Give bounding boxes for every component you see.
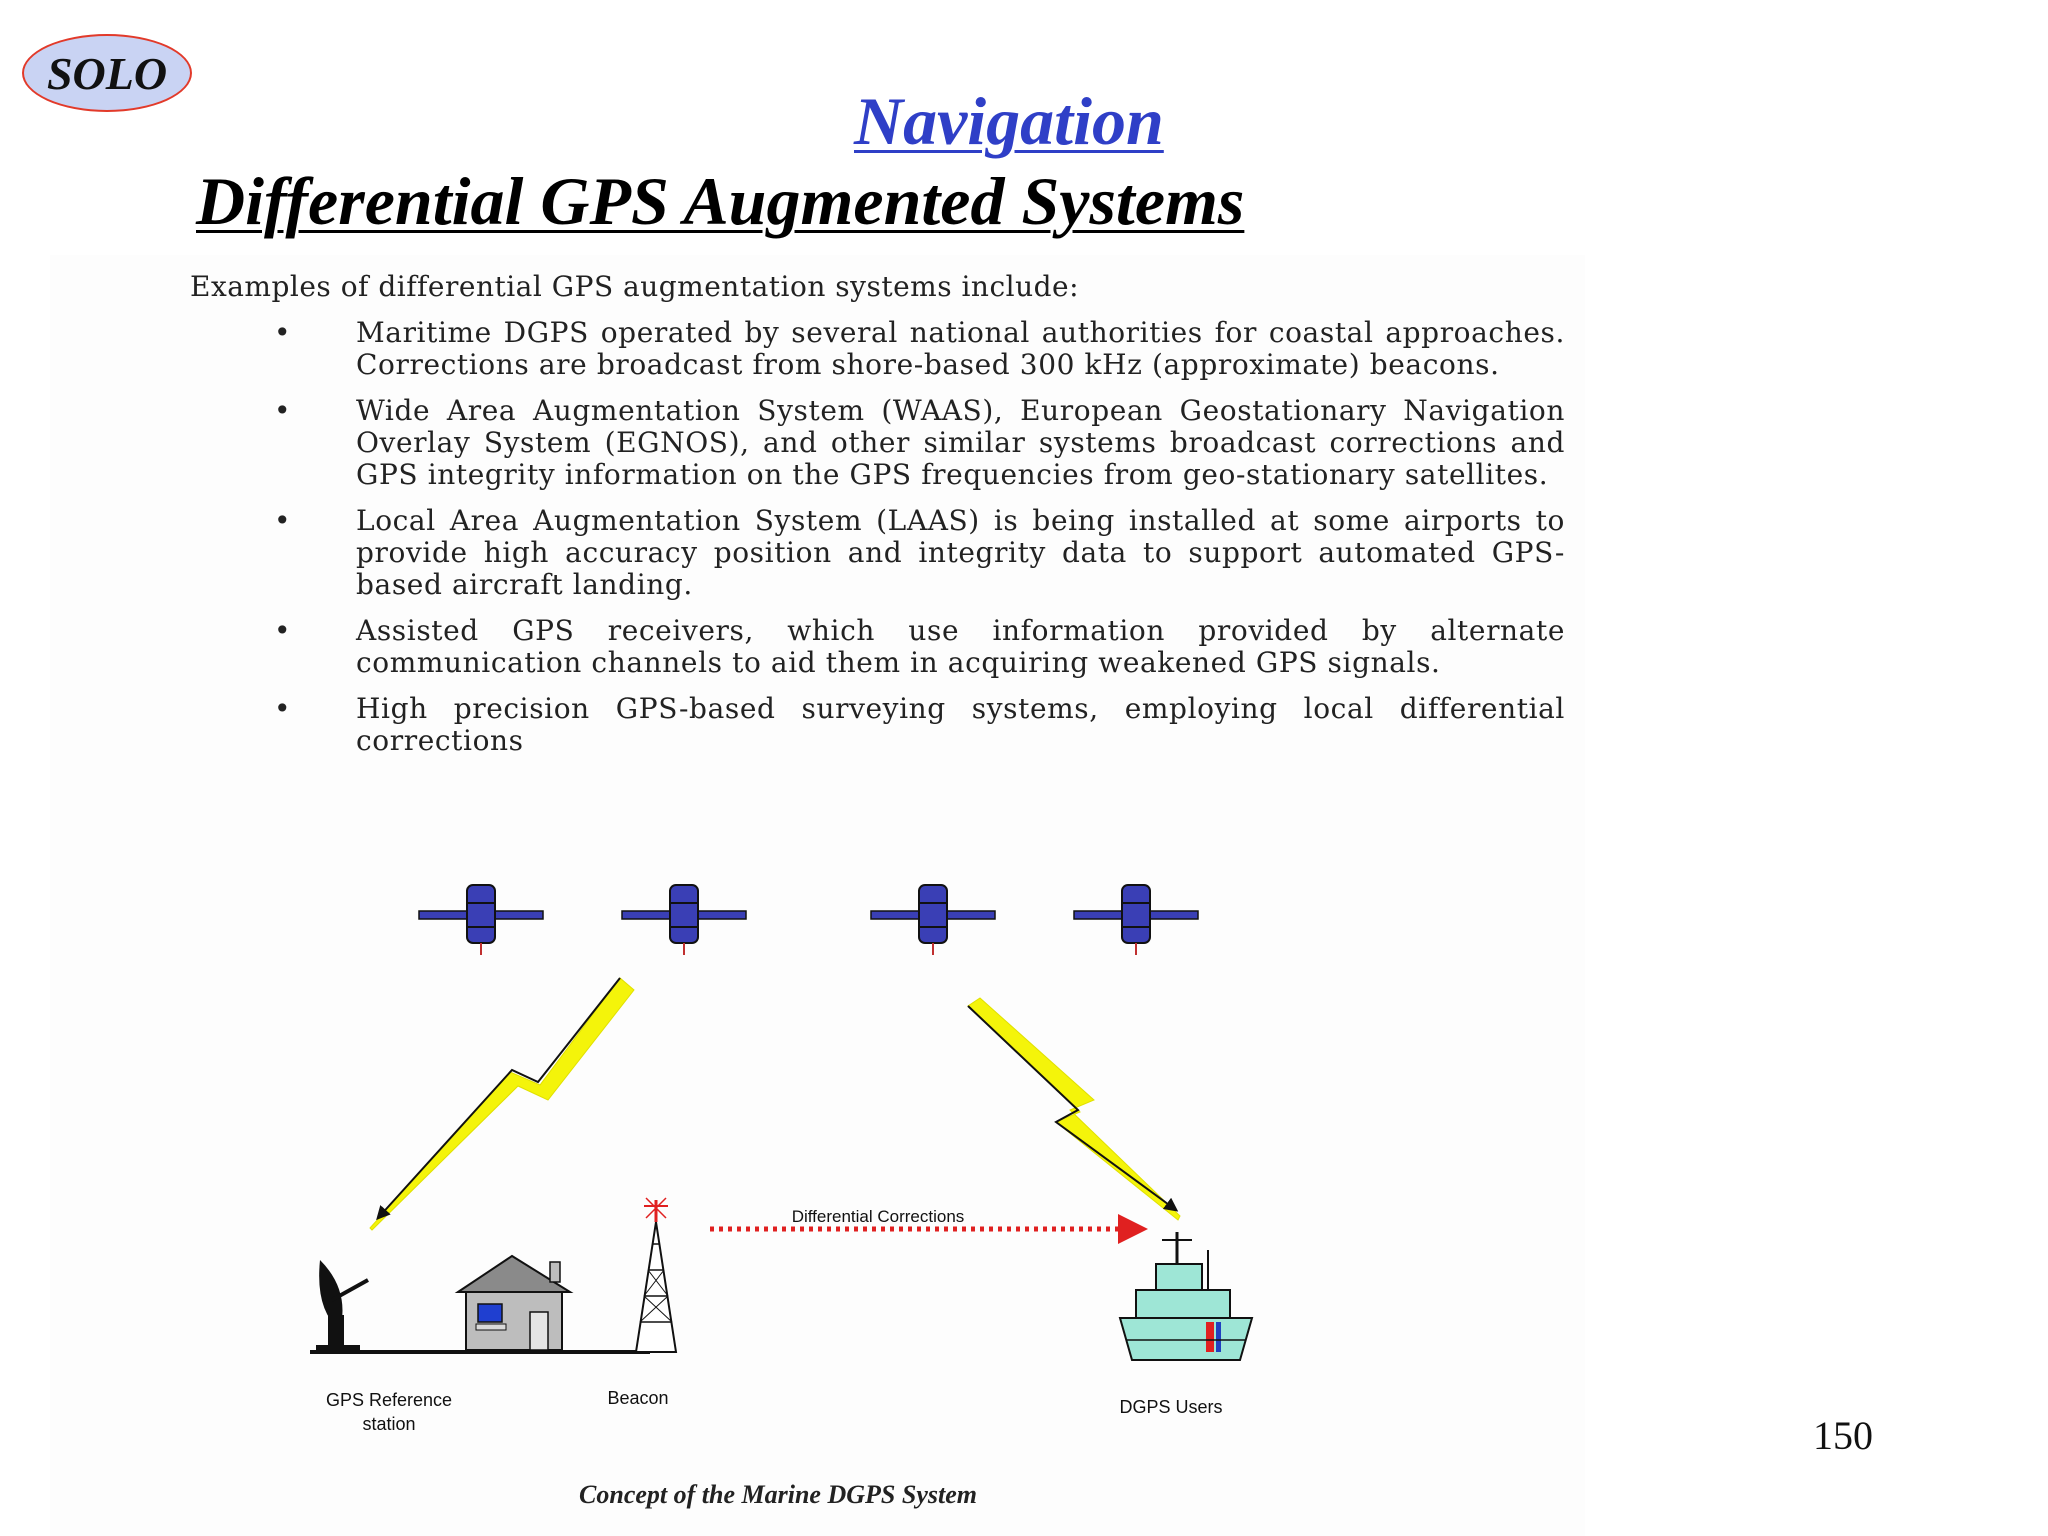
dgps-users-label: DGPS Users [1119, 1397, 1223, 1417]
bullet-dot-icon: • [274, 316, 292, 349]
signal-bolt-left-icon [370, 978, 634, 1230]
satellite-dish-icon [316, 1260, 368, 1353]
solo-logo-badge [22, 34, 192, 112]
section-title: Navigation [854, 83, 1164, 159]
bullet-dot-icon: • [274, 394, 292, 427]
reference-station-label: GPS Reference [325, 1390, 453, 1410]
excerpt-intro: Examples of differential GPS augmentation systems include: [190, 270, 1080, 303]
bullet-list [190, 317, 1565, 757]
bullet-text: Assisted GPS receivers, which use information provided by alternate communication channels to aid them in acquiring weakened GPS signals. [356, 614, 1565, 679]
bullet-item [190, 505, 1565, 601]
diagram-caption: Concept of the Marine DGPS System [579, 1480, 977, 1509]
document-excerpt [190, 270, 1565, 848]
bullet-item [190, 395, 1565, 491]
slide-title: Differential GPS Augmented Systems [196, 163, 1245, 239]
signal-bolt-right-icon [968, 998, 1180, 1220]
beacon-tower-icon [636, 1198, 676, 1352]
bullet-text: Wide Area Augmentation System (WAAS), European Geostationary Navigation Overlay System (EGNOS), and other similar systems broadcast corrections and GPS integrity information on the GPS frequencies from geo-stationary satellites. [356, 394, 1565, 491]
bullet-dot-icon: • [274, 504, 292, 537]
bullet-dot-icon: • [274, 614, 292, 647]
satellite-icon [1074, 885, 1198, 955]
satellite-icon [871, 885, 995, 955]
differential-corrections-label: Differential Corrections [791, 1207, 965, 1226]
dgps-concept-diagram [280, 860, 1280, 1520]
satellite-icon [419, 885, 543, 955]
reference-station-label-line2: station [362, 1414, 416, 1434]
bullet-text: High precision GPS-based surveying systems, employing local differential corrections [356, 692, 1565, 757]
bullet-text: Local Area Augmentation System (LAAS) is being installed at some airports to provide high accuracy position and integrity data to support automated GPS-based aircraft landing. [356, 504, 1565, 601]
bullet-item [190, 615, 1565, 679]
bullet-text: Maritime DGPS operated by several national authorities for coastal approaches. Corrections are broadcast from shore-based 300 kHz (approximate) beacons. [356, 316, 1565, 381]
ship-icon [1120, 1232, 1252, 1360]
logo-text: SOLO [46, 47, 168, 99]
bullet-item [190, 317, 1565, 381]
beacon-label: Beacon [607, 1388, 669, 1408]
bullet-item [190, 693, 1565, 757]
page-number: 150 [1813, 1413, 1873, 1458]
satellite-icon [622, 885, 746, 955]
reference-station-house-icon [458, 1256, 570, 1350]
bullet-dot-icon: • [274, 692, 292, 725]
